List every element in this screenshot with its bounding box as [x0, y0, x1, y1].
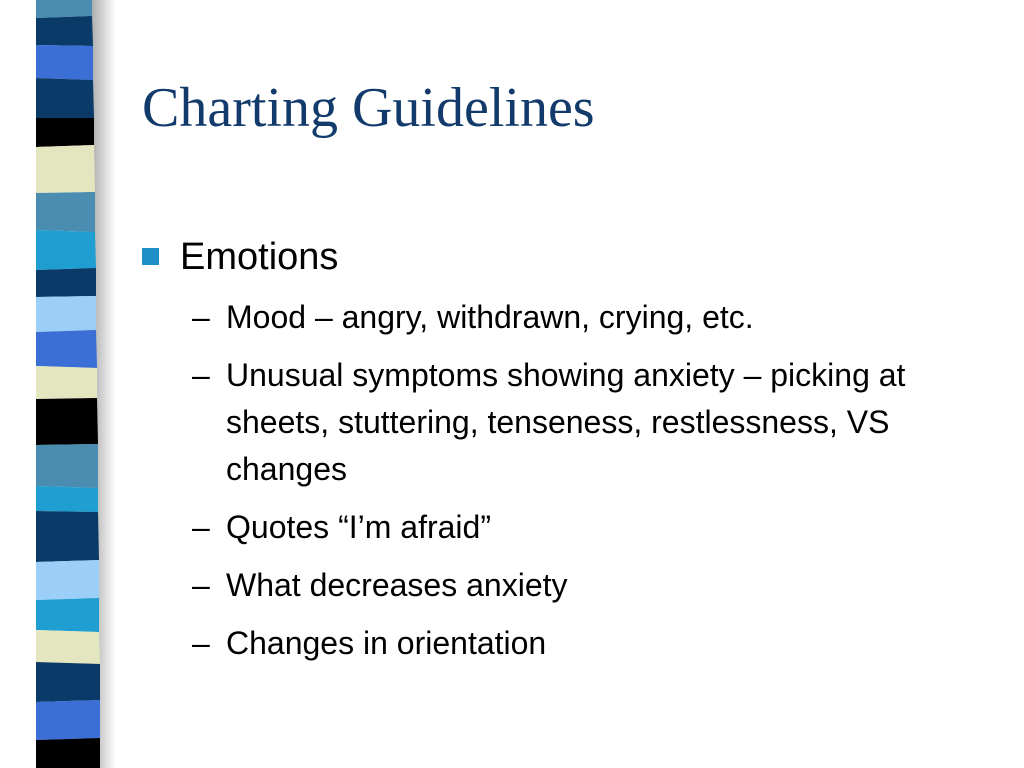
stripe-block	[36, 560, 99, 600]
stripe-block	[36, 444, 98, 488]
stripe-block	[36, 662, 100, 702]
stripe-block	[36, 118, 94, 147]
sub-bullet-item	[192, 352, 942, 493]
stripe-block	[36, 145, 95, 193]
dash-bullet: –	[192, 567, 210, 603]
stripe-block	[36, 700, 100, 740]
dash-bullet: –	[192, 299, 210, 335]
stripe-block	[36, 511, 99, 562]
dash-bullet: –	[192, 357, 210, 393]
stripe-block	[36, 230, 96, 270]
stripe-block	[36, 268, 96, 297]
stripe-block	[36, 16, 93, 46]
sub-bullet-item	[192, 620, 942, 667]
dash-bullet: –	[192, 625, 210, 661]
slide-body	[142, 232, 942, 678]
stripe-block	[36, 78, 94, 118]
stripe-block	[36, 45, 93, 80]
stripe-block	[36, 296, 96, 332]
sub-bullet-item	[192, 504, 942, 551]
sub-bullet-text: Mood – angry, withdrawn, crying, etc.	[226, 299, 754, 335]
sub-bullet-text: Unusual symptoms showing anxiety – picking at sheets, stuttering, tenseness, restlessness, VS changes	[226, 357, 906, 487]
dash-bullet: –	[192, 509, 210, 545]
sub-bullet-item	[192, 562, 942, 609]
stripe-blocks	[36, 0, 100, 768]
decorative-stripe-column	[36, 0, 100, 768]
stripe-block	[36, 398, 98, 445]
bullet-label: Emotions	[180, 236, 339, 278]
stripe-block	[36, 738, 100, 768]
stripe-block	[36, 598, 99, 632]
sub-bullet-text: Changes in orientation	[226, 625, 547, 661]
stripe-block	[36, 486, 98, 512]
sub-bullet-text: Quotes “I’m afraid”	[226, 509, 491, 545]
sub-bullet-item	[192, 294, 942, 341]
stripe-block	[36, 630, 100, 664]
bullet-item	[142, 232, 942, 282]
slide-title: Charting Guidelines	[142, 77, 595, 139]
sub-bullet-text: What decreases anxiety	[226, 567, 568, 603]
stripe-block	[36, 366, 97, 399]
stripe-block	[36, 0, 92, 18]
square-bullet-icon	[142, 248, 159, 265]
stripe-block	[36, 330, 97, 368]
stripe-block	[36, 192, 95, 232]
